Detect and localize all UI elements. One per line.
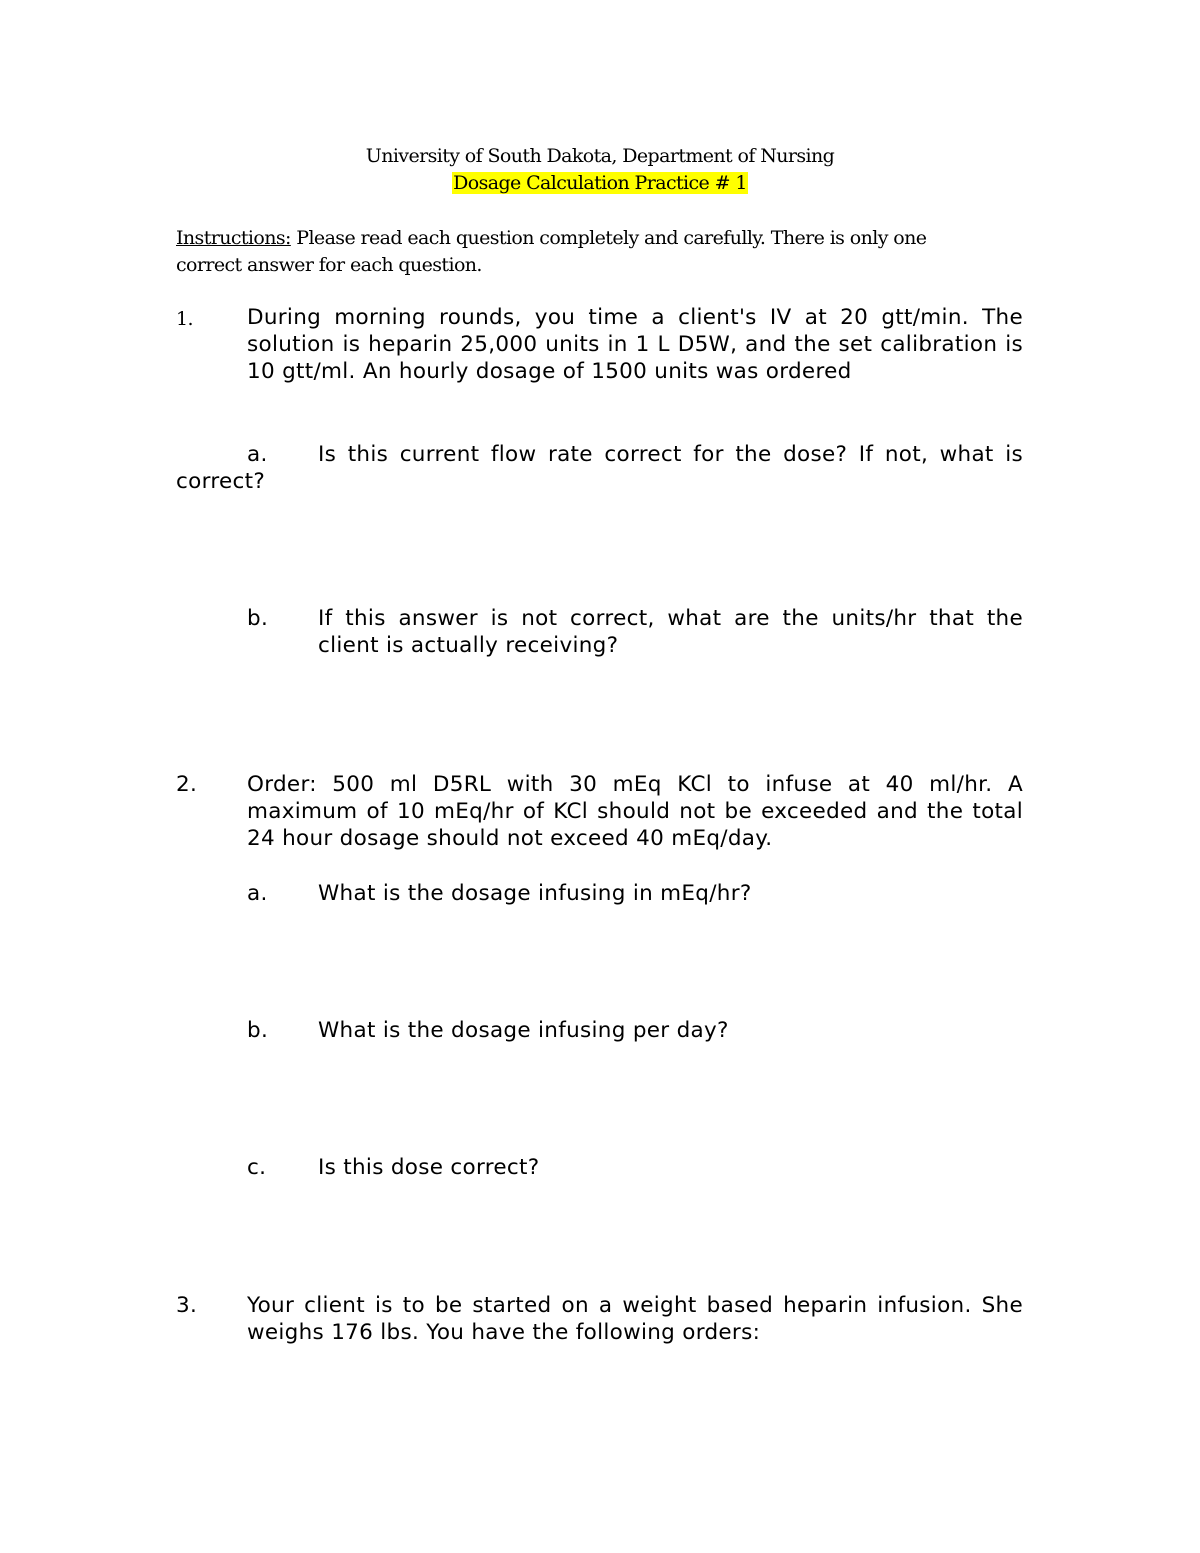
part-text: What is the dosage infusing per day? [318,1018,729,1043]
question-text: Your client is to be started on a weight based heparin infusion. She weighs 176 lbs. You have the following orders: [247,1293,1023,1345]
part-text: Is this current flow rate correct for the dose? If not, what is correct? [176,442,1023,494]
part-letter: b. [247,1018,269,1043]
part-letter: c. [247,1155,267,1180]
instructions-text: Please read each question completely and carefully. There is only one correct answer for each question. [176,227,927,276]
part-letter: b. [247,606,269,631]
institution-heading: University of South Dakota, Department of Nursing [365,145,835,167]
part-letter: a. [247,881,268,906]
question-text: Order: 500 ml D5RL with 30 mEq KCl to infuse at 40 ml/hr. A maximum of 10 mEq/hr of KCl should not be exceeded and the total 24 hour dosage should not exceed 40 mEq/day. [247,772,1023,851]
instructions [176,225,976,279]
question-number: 1. [176,308,193,330]
instructions-label: Instructions: [176,227,291,249]
document-title: Dosage Calculation Practice # 1 [453,172,747,194]
question-text: During morning rounds, you time a client's IV at 20 gtt/min. The solution is heparin 25,000 units in 1 L D5W, and the set calibration is 10 gtt/ml. An hourly dosage of 1500 units was ordered [247,305,1023,384]
question-number: 3. [176,1293,198,1318]
document-title-line [0,170,1200,196]
question-number: 2. [176,772,198,797]
part-text: What is the dosage infusing in mEq/hr? [318,881,752,906]
part-text: If this answer is not correct, what are the units/hr that the client is actually receiving? [318,606,1023,658]
part-letter: a. [247,442,268,467]
part-text: Is this dose correct? [318,1155,540,1180]
